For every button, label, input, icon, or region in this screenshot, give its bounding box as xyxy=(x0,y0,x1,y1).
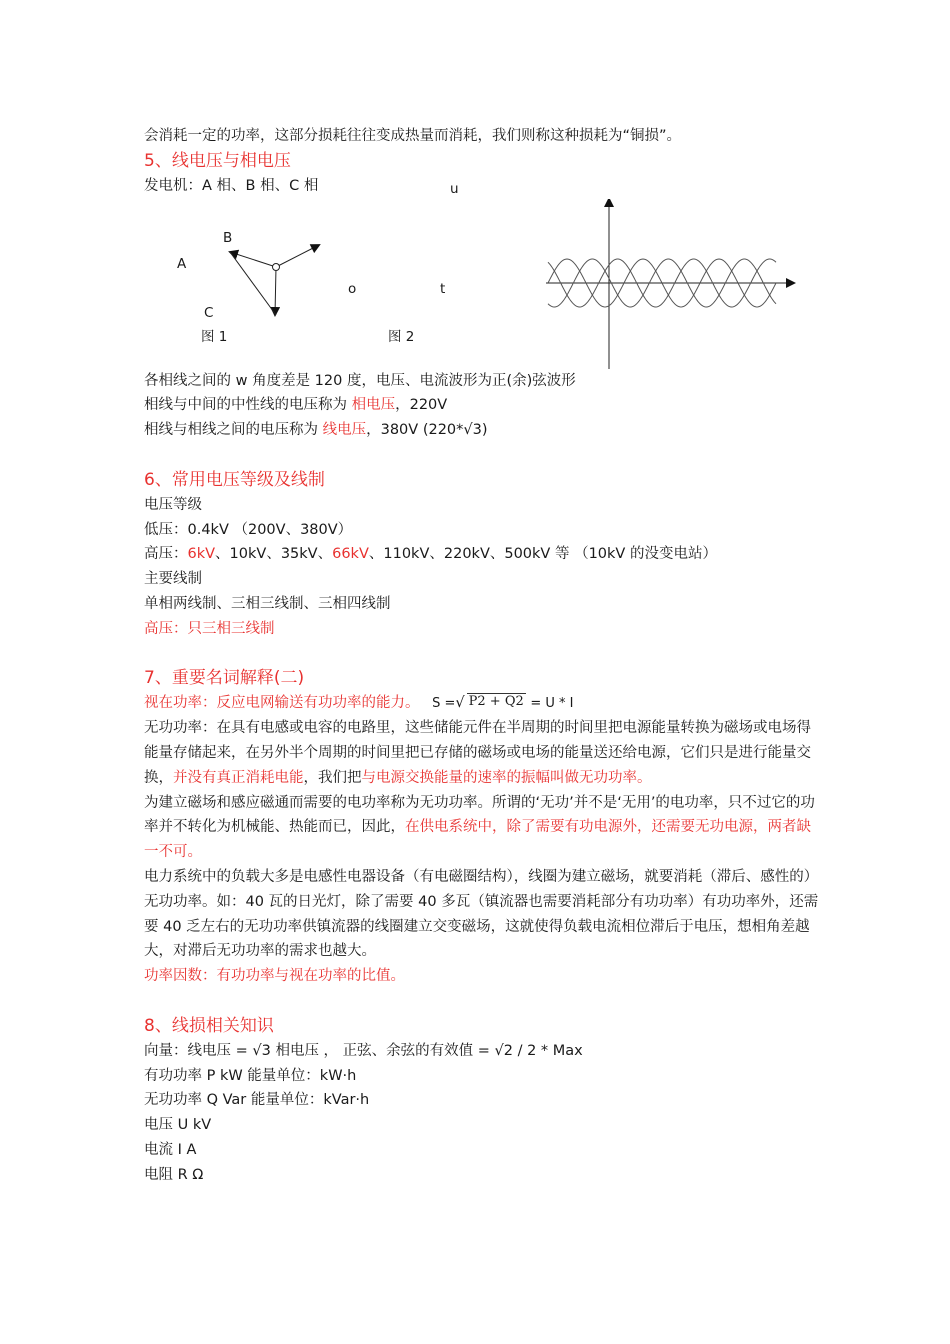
vector-line: 向量：线电压 = √3 相电压 ， 正弦、余弦的有效值 = √2 / 2 * Max xyxy=(144,1042,583,1059)
power-factor-line: 功率因数：有功功率与视在功率的比值。 xyxy=(144,968,405,985)
low-voltage-line: 低压：0.4kV （200V、380V） xyxy=(144,521,353,538)
line-voltage-line xyxy=(144,418,824,443)
three-phase-star-diagram xyxy=(230,245,319,315)
reactive-power-para xyxy=(144,716,824,790)
high-voltage-line xyxy=(144,542,824,567)
formula-tail: = U * I xyxy=(530,696,574,712)
apparent-power-def: 视在功率：反应电网输送有功功率的能力。 xyxy=(144,695,420,712)
line-voltage-term: 线电压 xyxy=(322,422,367,439)
reactive-purpose-text: 为建立磁场和感应磁通而需要的电功率称为无功功率。所谓的‘无功’并不是‘无用’的电功率，只不过它的功率并不转化为机械能、热能而已，因此， xyxy=(144,794,815,836)
sqrt-icon: √ xyxy=(455,695,465,712)
hv-prefix: 高压： xyxy=(144,546,188,563)
hv-6kv: 6kV xyxy=(187,546,216,563)
apparent-power-line xyxy=(144,691,824,716)
section-8-title: 8、线损相关知识 xyxy=(144,1015,274,1036)
section-6-title: 6、常用电压等级及线制 xyxy=(144,469,325,490)
label-c: C xyxy=(204,304,214,321)
reactive-purpose-para xyxy=(144,791,824,865)
reactive-def-mid: ，我们把 xyxy=(303,769,362,786)
reactive-power-unit: 无功功率 Q Var 能量单位：kVar·h xyxy=(144,1092,370,1109)
wiring-label: 主要线制 xyxy=(144,571,202,588)
reactive-def-text: 无功功率：在具有电感或电容的电路里，这些储能元件在半周期的时间里把电源能量转换为磁场或电场得能量存储起来，在另外半个周期的时间里把已存储的磁场或电场的能量送还给电源，它们只是进行能量交换， xyxy=(144,720,811,786)
reactive-purpose-red: 在供电系统中，除了需要有功电源外，还需要无功电源，两者缺一不可。 xyxy=(144,819,811,861)
formula-s: S = xyxy=(432,696,456,712)
intro-line: 会消耗一定的功率，这部分损耗往往变成热量而消耗，我们则称这种损耗为“铜损”。 xyxy=(144,128,682,144)
section-5-title: 5、线电压与相电压 xyxy=(144,150,291,171)
phase-voltage-prefix: 相线与中间的中性线的电压称为 xyxy=(144,397,352,414)
label-a: A xyxy=(177,255,187,272)
hv-66kv: 66kV xyxy=(332,546,369,563)
label-u: u xyxy=(450,180,459,197)
resistance-unit: 电阻 R Ω xyxy=(144,1166,204,1183)
sine-wave-diagram xyxy=(546,199,794,369)
document-body xyxy=(144,124,824,1188)
phase-voltage-value: ，220V xyxy=(395,397,448,414)
caption-fig2: 图 2 xyxy=(388,328,415,345)
voltage-unit: 电压 U kV xyxy=(144,1117,212,1134)
inductive-load-para: 电力系统中的负载大多是电感性电器设备（有电磁圈结构），线圈为建立磁场，就要消耗（滞后、感性的）无功功率。如：40 瓦的日光灯，除了需要 40 多瓦（镇流器也需要消耗部分有功功率）有功功率外，还需要 40 乏左右的无功功率供镇流器的线圈建立交变磁场，这就使得负载电流相位滞后于电压，想相角差越大，对滞后无功功率的需求也越大。 xyxy=(144,868,819,960)
label-t: t xyxy=(440,280,446,297)
label-o: o xyxy=(348,280,357,297)
wiring-systems: 单相两线制、三相三线制、三相四线制 xyxy=(144,595,391,612)
angle-line: 各相线之间的 w 角度差是 120 度，电压、电流波形为正(余)弦波形 xyxy=(144,372,576,389)
reactive-def-red2: 与电源交换能量的速率的振幅叫做无功功率。 xyxy=(361,769,652,786)
line-voltage-value: ，380V (220*√3) xyxy=(366,422,488,439)
hv-tail: 、110kV、220kV、500kV 等 （10kV 的没变电站） xyxy=(368,546,717,563)
high-voltage-wiring: 高压：只三相三线制 xyxy=(144,620,275,637)
label-b: B xyxy=(223,229,233,246)
phase-voltage-line xyxy=(144,393,824,418)
phase-voltage-term: 相电压 xyxy=(351,397,396,414)
caption-fig1: 图 1 xyxy=(201,328,228,345)
current-unit: 电流 I A xyxy=(144,1141,197,1158)
voltage-level-label: 电压等级 xyxy=(144,496,202,513)
generator-line: 发电机：A 相、B 相、C 相 xyxy=(144,177,319,194)
formula-radicand: P2 + Q2 xyxy=(468,694,524,710)
active-power-unit: 有功功率 P kW 能量单位：kW·h xyxy=(144,1067,357,1084)
line-voltage-prefix: 相线与相线之间的电压称为 xyxy=(144,422,323,439)
phase-vector-diagram xyxy=(144,199,824,369)
section-7-title: 7、重要名词解释(二) xyxy=(144,668,305,689)
hv-mid: 、10kV、35kV、 xyxy=(215,546,333,563)
reactive-def-red1: 并没有真正消耗电能 xyxy=(173,769,304,786)
